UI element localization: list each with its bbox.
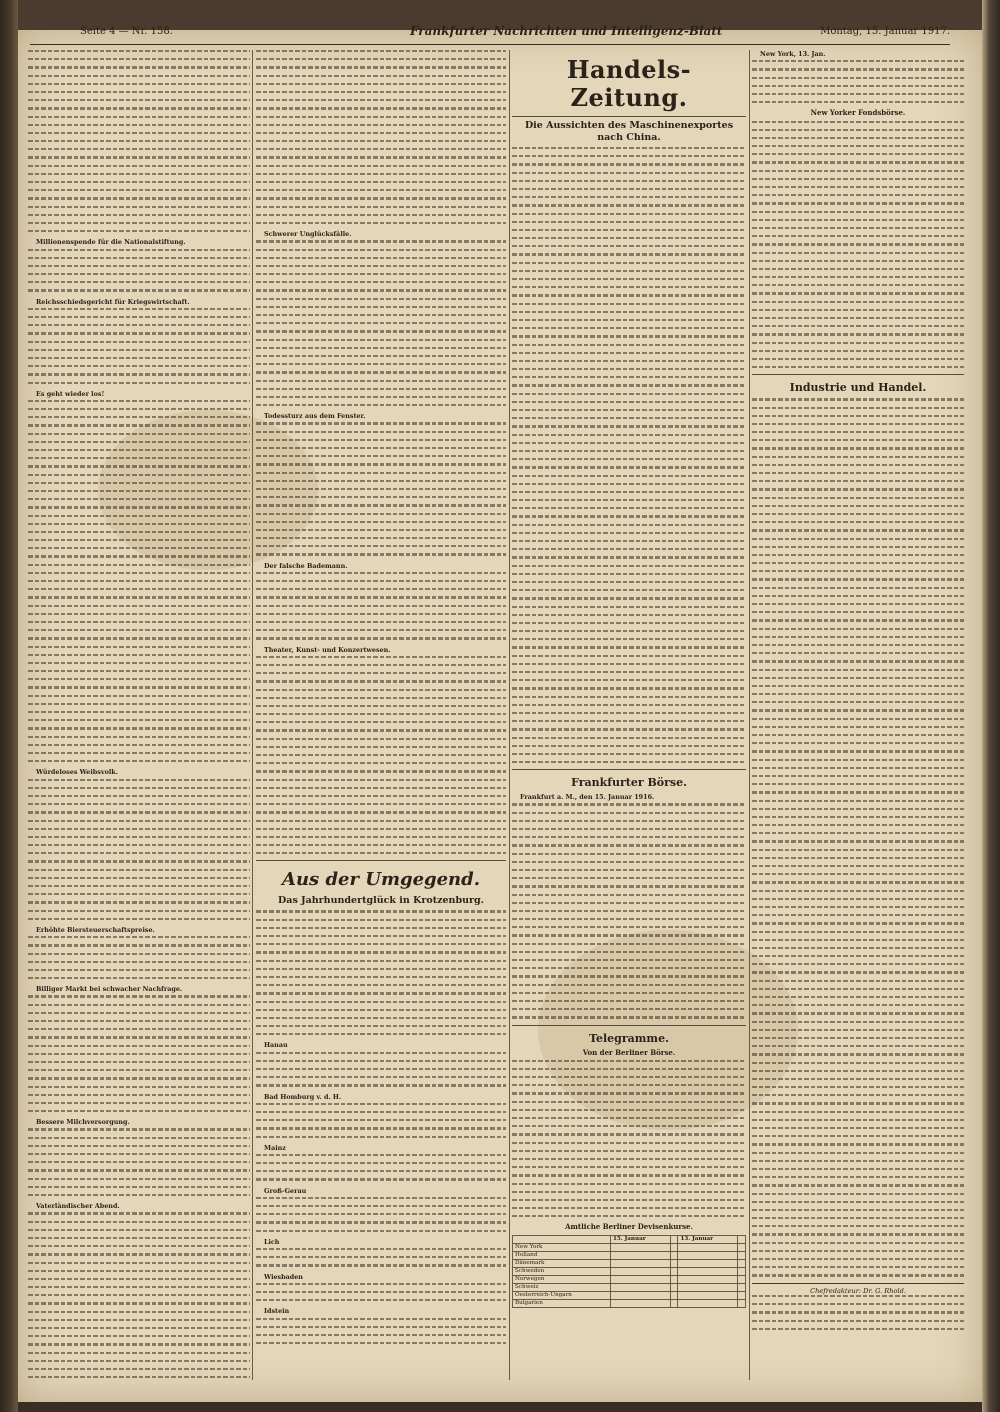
text-block <box>256 1154 506 1181</box>
issue-date: Montag, 15. Januar 1917. <box>820 26 950 37</box>
table-cell <box>678 1267 738 1275</box>
text-block <box>752 1295 964 1330</box>
table-cell <box>670 1259 678 1267</box>
table-cell <box>670 1251 678 1259</box>
text-block <box>752 60 964 103</box>
table-cell <box>670 1299 678 1307</box>
text-block <box>256 656 506 855</box>
table-cell <box>610 1283 670 1291</box>
article-title: Frankfurter Börse. <box>571 776 687 790</box>
table-row <box>513 1299 746 1307</box>
page-header <box>30 22 950 45</box>
table-title: Amtliche Berliner Devisenkurse. <box>565 1222 693 1232</box>
text-block <box>752 398 964 1276</box>
table-cell <box>678 1259 738 1267</box>
notice-heading: Reichsschiedsgericht für Kriegswirtschaft. <box>36 297 190 306</box>
text-block <box>256 240 506 406</box>
place-heading: Wiesbaden <box>264 1272 303 1281</box>
table-cell <box>678 1299 738 1307</box>
place-heading: Lich <box>264 1237 280 1246</box>
place-heading: Idstein <box>264 1307 290 1316</box>
table-cell <box>678 1251 738 1259</box>
article-subtitle: Von der Berliner Börse. <box>582 1047 676 1057</box>
text-block <box>256 1283 506 1302</box>
text-block <box>256 1197 506 1232</box>
text-block <box>28 249 250 292</box>
table-cell <box>738 1243 746 1251</box>
stock-table-block <box>752 121 964 369</box>
table-cell <box>738 1283 746 1291</box>
place-heading: Groß-Gerau <box>264 1186 307 1195</box>
imprint: Chefredakteur: Dr. G. Rhold. <box>752 1283 964 1295</box>
text-block <box>512 1060 746 1218</box>
table-cell <box>738 1267 746 1275</box>
notice-heading: Millionenspende für die Nationalstiftung. <box>36 238 186 247</box>
table-cell <box>678 1275 738 1283</box>
table-cell <box>670 1283 678 1291</box>
page-right-edge <box>982 0 1000 1412</box>
table-header <box>513 1235 611 1243</box>
article-title: Das Jahrhundertglück in Krotzenburg. <box>278 895 484 907</box>
table-header: 13. Januar <box>678 1235 738 1243</box>
text-block <box>28 995 250 1112</box>
text-block <box>256 50 506 224</box>
table-cell <box>670 1267 678 1275</box>
devisen-table <box>512 1235 746 1308</box>
notice-heading: Bessere Milchversorgung. <box>36 1118 130 1127</box>
text-block <box>512 147 746 763</box>
table-cell: Schweden <box>513 1267 611 1275</box>
place-heading: Mainz <box>264 1143 286 1152</box>
section-rule <box>512 769 746 770</box>
text-block <box>256 572 506 640</box>
table-header <box>738 1235 746 1243</box>
table-row <box>513 1267 746 1275</box>
column-1 <box>28 50 250 1380</box>
table-row <box>513 1283 746 1291</box>
table-cell <box>670 1243 678 1251</box>
dateline: New York, 13. Jan. <box>760 50 826 58</box>
column-2 <box>256 50 506 1380</box>
table-cell <box>738 1291 746 1299</box>
column-rule <box>749 50 750 1380</box>
section-rule <box>512 116 746 117</box>
article-title: Die Aussichten des Maschinenexportes nach China. <box>524 120 734 143</box>
text-block <box>512 803 746 1018</box>
text-block <box>28 308 250 384</box>
text-block <box>256 1052 506 1087</box>
table-cell <box>610 1275 670 1283</box>
table-row <box>513 1251 746 1259</box>
table-cell: New York <box>513 1243 611 1251</box>
table-cell <box>738 1275 746 1283</box>
section-rule <box>752 374 964 375</box>
text-block <box>256 1103 506 1138</box>
notice-heading: Todessturz aus dem Fenster. <box>264 412 366 421</box>
notice-heading: Der falsche Bademann. <box>264 561 348 570</box>
masthead: Frankfurter Nachrichten und Intelligenz-Blatt <box>410 24 723 38</box>
section-title: Industrie und Handel. <box>789 381 927 395</box>
text-block <box>28 779 250 920</box>
table-cell: Norwegen <box>513 1275 611 1283</box>
table-cell: Schweiz <box>513 1283 611 1291</box>
text-block <box>28 1212 250 1380</box>
text-block <box>256 422 506 555</box>
text-block <box>256 910 506 1035</box>
table-row <box>513 1291 746 1299</box>
table-cell <box>610 1299 670 1307</box>
dateline: Frankfurt a. M., den 15. Januar 1916. <box>520 793 655 802</box>
table-cell <box>610 1243 670 1251</box>
article-title: Telegramme. <box>589 1031 669 1045</box>
column-rule <box>509 50 510 1380</box>
binding-edge <box>0 0 18 1412</box>
table-header: 15. Januar <box>610 1235 670 1243</box>
table-row <box>513 1259 746 1267</box>
table-row <box>513 1275 746 1283</box>
text-block <box>256 1318 506 1345</box>
table-cell: Holland <box>513 1251 611 1259</box>
notice-heading: Würdeloses Weibsvolk. <box>36 768 118 777</box>
table-cell <box>610 1251 670 1259</box>
page-number: Seite 4 — Nr. 158. <box>80 26 173 37</box>
text-block <box>28 400 250 762</box>
column-rule <box>252 50 253 1380</box>
table-row <box>513 1243 746 1251</box>
table-cell <box>670 1291 678 1299</box>
table-cell <box>670 1275 678 1283</box>
table-cell <box>738 1299 746 1307</box>
notice-heading: Erhöhte Biersteuerschaftspreise. <box>36 925 155 934</box>
notice-heading: Billiger Markt bei schwacher Nachfrage. <box>36 985 183 994</box>
table-cell: Oesterreich-Ungarn <box>513 1291 611 1299</box>
table-header <box>670 1235 678 1243</box>
table-cell <box>678 1291 738 1299</box>
section-title: Aus der Umgegend. <box>282 869 480 891</box>
place-heading: Bad Homburg v. d. H. <box>264 1092 342 1101</box>
notice-heading: Theater, Kunst- und Konzertwesen. <box>264 645 391 654</box>
text-block <box>28 50 250 232</box>
table-cell: Dänemark <box>513 1259 611 1267</box>
table-cell <box>738 1251 746 1259</box>
table-cell <box>738 1259 746 1267</box>
notice-heading: Es geht wieder los! <box>36 389 105 398</box>
text-block <box>28 936 250 979</box>
table-title: New Yorker Fondsbörse. <box>810 108 906 118</box>
table-cell <box>678 1283 738 1291</box>
section-rule <box>512 1025 746 1026</box>
column-3 <box>512 50 746 1380</box>
text-block <box>256 1248 506 1267</box>
column-4 <box>752 50 964 1380</box>
notice-heading: Schwerer Unglücksfälle. <box>264 230 352 239</box>
section-rule <box>256 860 506 861</box>
section-title: Handels-Zeitung. <box>566 55 692 112</box>
table-cell <box>678 1243 738 1251</box>
table-cell <box>610 1291 670 1299</box>
table-cell <box>610 1267 670 1275</box>
notice-heading: Vaterländischer Abend. <box>36 1202 120 1211</box>
text-block <box>28 1128 250 1196</box>
table-cell <box>610 1259 670 1267</box>
place-heading: Hanau <box>264 1041 288 1050</box>
table-cell: Bulgarien <box>513 1299 611 1307</box>
